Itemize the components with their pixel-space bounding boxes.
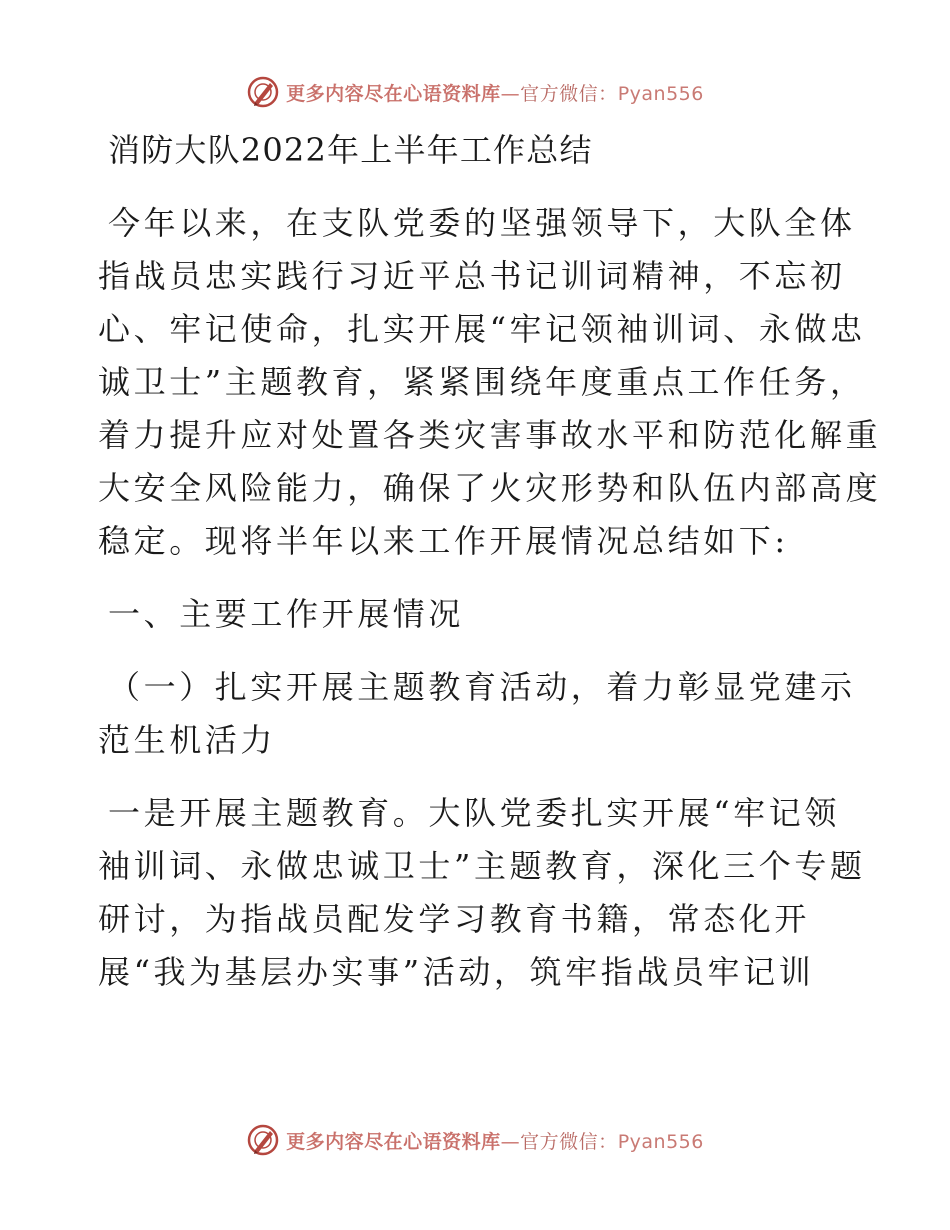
section-heading: 一、主要工作开展情况 — [108, 595, 465, 633]
body-paragraph — [98, 787, 866, 999]
subsection-line: 范生机活力 — [98, 721, 277, 759]
document-body — [98, 124, 882, 999]
paragraph-line: 袖训词、永做忠诚卫士”主题教育，深化三个专题 — [98, 847, 866, 885]
subsection-heading — [98, 661, 858, 767]
intro-paragraph — [98, 197, 882, 568]
watermark-text: 更多内容尽在心语资料库—官方微信：Pyan556 — [286, 1130, 704, 1153]
paragraph-line: 一是开展主题教育。大队党委扎实开展“牢记领 — [108, 794, 840, 832]
document-title: 消防大队2022年上半年工作总结 — [108, 131, 593, 169]
paragraph-line: 研讨，为指战员配发学习教育书籍，常态化开 — [98, 900, 811, 938]
pen-logo-icon — [246, 75, 280, 109]
footer-watermark — [0, 1120, 950, 1160]
watermark-text: 更多内容尽在心语资料库—官方微信：Pyan556 — [286, 82, 704, 105]
paragraph-line: 展“我为基层办实事”活动，筑牢指战员牢记训 — [98, 953, 815, 991]
paragraph-line: 诚卫士”主题教育，紧紧围绕年度重点工作任务， — [98, 363, 866, 401]
paragraph-line: 稳定。现将半年以来工作开展情况总结如下: — [98, 522, 789, 560]
paragraph-line: 着力提升应对处置各类灾害事故水平和防范化解重 — [98, 416, 882, 454]
subsection-line: （一）扎实开展主题教育活动，着力彰显党建示 — [108, 668, 856, 706]
pen-logo-icon — [246, 1123, 280, 1157]
paragraph-line: 心、牢记使命，扎实开展“牢记领袖训词、永做忠 — [98, 310, 866, 348]
paragraph-line: 指战员忠实践行习近平总书记训词精神，不忘初 — [98, 257, 846, 295]
paragraph-line: 大安全风险能力，确保了火灾形势和队伍内部高度 — [98, 469, 882, 507]
header-watermark — [0, 72, 950, 112]
paragraph-line: 今年以来，在支队党委的坚强领导下，大队全体 — [108, 204, 856, 242]
